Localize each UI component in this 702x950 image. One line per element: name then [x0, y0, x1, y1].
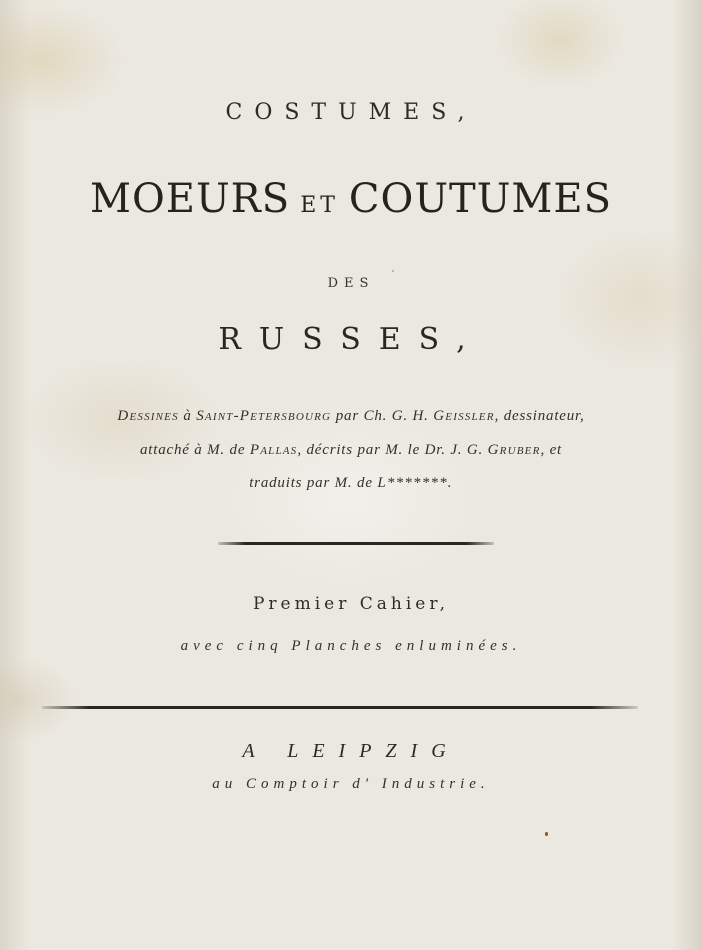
byline-traduits: traduits par M. de: [249, 475, 373, 491]
byline-place: Saint-Petersbourg: [196, 408, 332, 424]
paper-speck: [545, 832, 548, 836]
divider-long: [42, 706, 638, 709]
planches-line: avec cinq Planches enluminées.: [180, 638, 522, 654]
title-word-coutumes: COUTUMES: [348, 176, 612, 222]
title-line-des: DES: [327, 276, 375, 291]
byline-line-3: [0, 475, 702, 492]
byline-line-1: [0, 408, 702, 425]
byline-role: , dessinateur,: [494, 408, 585, 424]
byline-geissler: Geissler: [433, 408, 495, 424]
byline-a: à: [183, 408, 192, 424]
imprint-city: A LEIPZIG: [242, 740, 460, 762]
title-line-costumes: COSTUMES,: [225, 100, 477, 125]
title-word-et: ET: [300, 193, 339, 218]
byline-gruber: Gruber: [487, 442, 541, 458]
byline-translator: L*******.: [377, 475, 453, 491]
byline-decrits: , décrits par M. le Dr. J. G.: [297, 442, 484, 458]
title-line-moeurs-coutumes: [0, 176, 702, 222]
byline-et: , et: [540, 442, 563, 458]
byline-attache: attaché à M. de: [139, 442, 246, 458]
title-word-moeurs: MOEURS: [90, 176, 291, 222]
byline-pallas: Pallas: [249, 442, 298, 458]
byline-par: par: [335, 408, 359, 424]
byline-line-2: [0, 442, 702, 459]
title-line-russes: RUSSES,: [218, 322, 484, 357]
byline-dessines: Dessines: [117, 408, 179, 424]
cahier-line: Premier Cahier,: [252, 594, 450, 614]
byline-initials: Ch. G. H.: [363, 408, 429, 424]
divider-short: [218, 542, 494, 545]
imprint-publisher: au Comptoir d' Industrie.: [212, 776, 490, 792]
paper-speck: [392, 270, 394, 272]
